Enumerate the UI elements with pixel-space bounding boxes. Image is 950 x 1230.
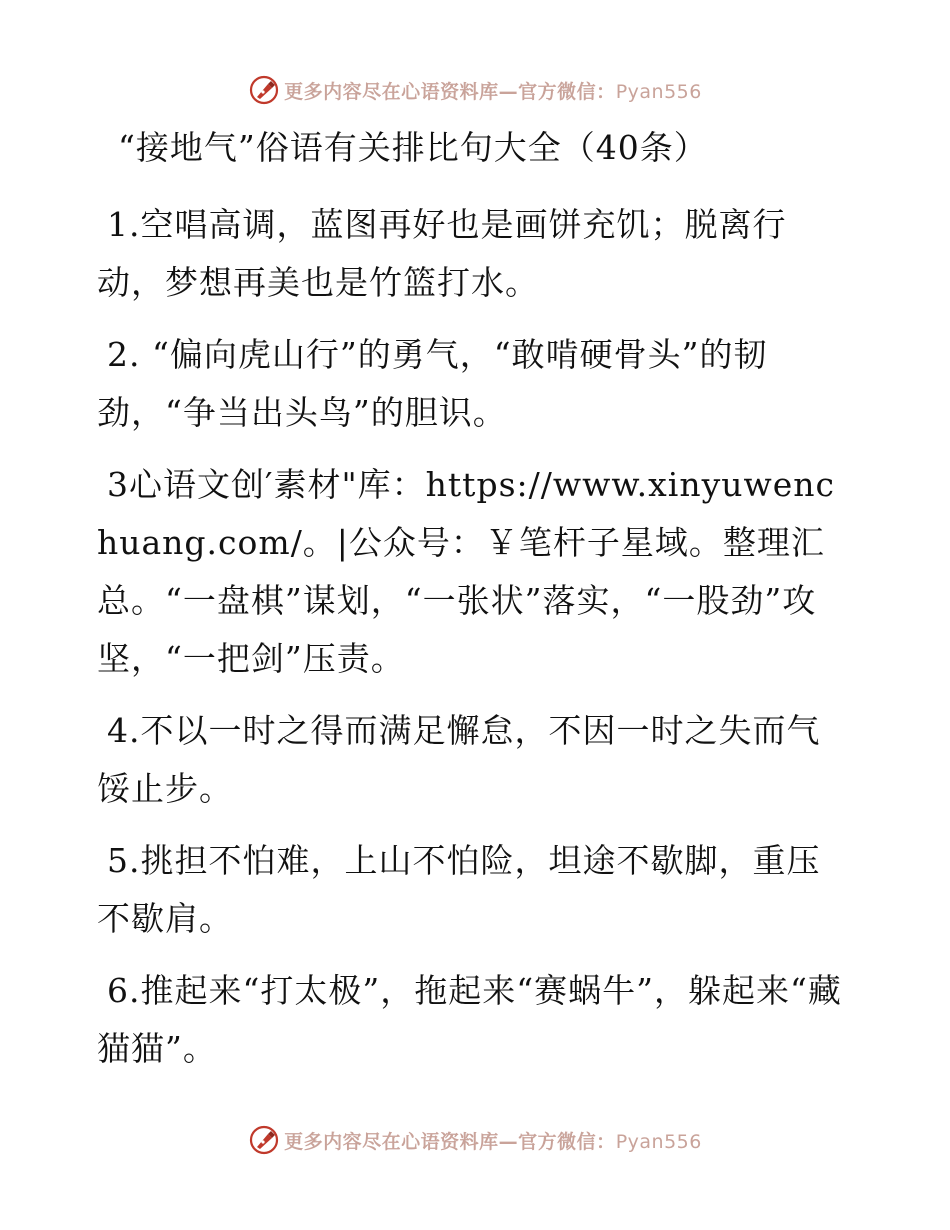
pen-nib-logo-icon [248, 74, 280, 106]
list-item: 2. “偏向虎山行”的勇气，“敢啃硬骨头”的韧劲，“争当出头鸟”的胆识。 [97, 335, 768, 432]
list-item: 3心语文创′素材"库：https://www.xinyuwenchuang.com/。|公众号：￥笔杆子星域。整理汇总。“一盘棋”谋划，“一张状”落实，“一股劲”攻坚，“一把剑”压责。 [97, 465, 835, 678]
watermark-label: 官方微信： [518, 1130, 616, 1153]
list-item: 1.空唱高调，蓝图再好也是画饼充饥；脱离行动，梦想再美也是竹篮打水。 [97, 205, 787, 302]
watermark-text [284, 77, 702, 104]
watermark-banner-bottom [0, 1120, 950, 1160]
list-item: 5.挑担不怕难，上山不怕险，坦途不歇脚，重压不歇肩。 [97, 841, 821, 938]
document-body [97, 196, 849, 1092]
list-item: 4.不以一时之得而满足懈怠，不因一时之失而气馁止步。 [97, 711, 821, 808]
watermark-separator: — [498, 80, 519, 103]
watermark-text [284, 1127, 702, 1154]
watermark-wechat-id: Pyan556 [615, 80, 702, 103]
watermark-main: 更多内容尽在心语资料库 [284, 1130, 499, 1153]
watermark-separator: — [498, 1130, 519, 1153]
watermark-wechat-id: Pyan556 [615, 1130, 702, 1153]
watermark-main: 更多内容尽在心语资料库 [284, 80, 499, 103]
document-title: “接地气”俗语有关排比句大全（40条） [118, 128, 708, 167]
watermark-banner-top [0, 70, 950, 110]
watermark-label: 官方微信： [518, 80, 616, 103]
list-item: 6.推起来“打太极”，拖起来“赛蜗牛”，躲起来“藏猫猫”。 [97, 971, 842, 1068]
pen-nib-logo-icon [248, 1124, 280, 1156]
